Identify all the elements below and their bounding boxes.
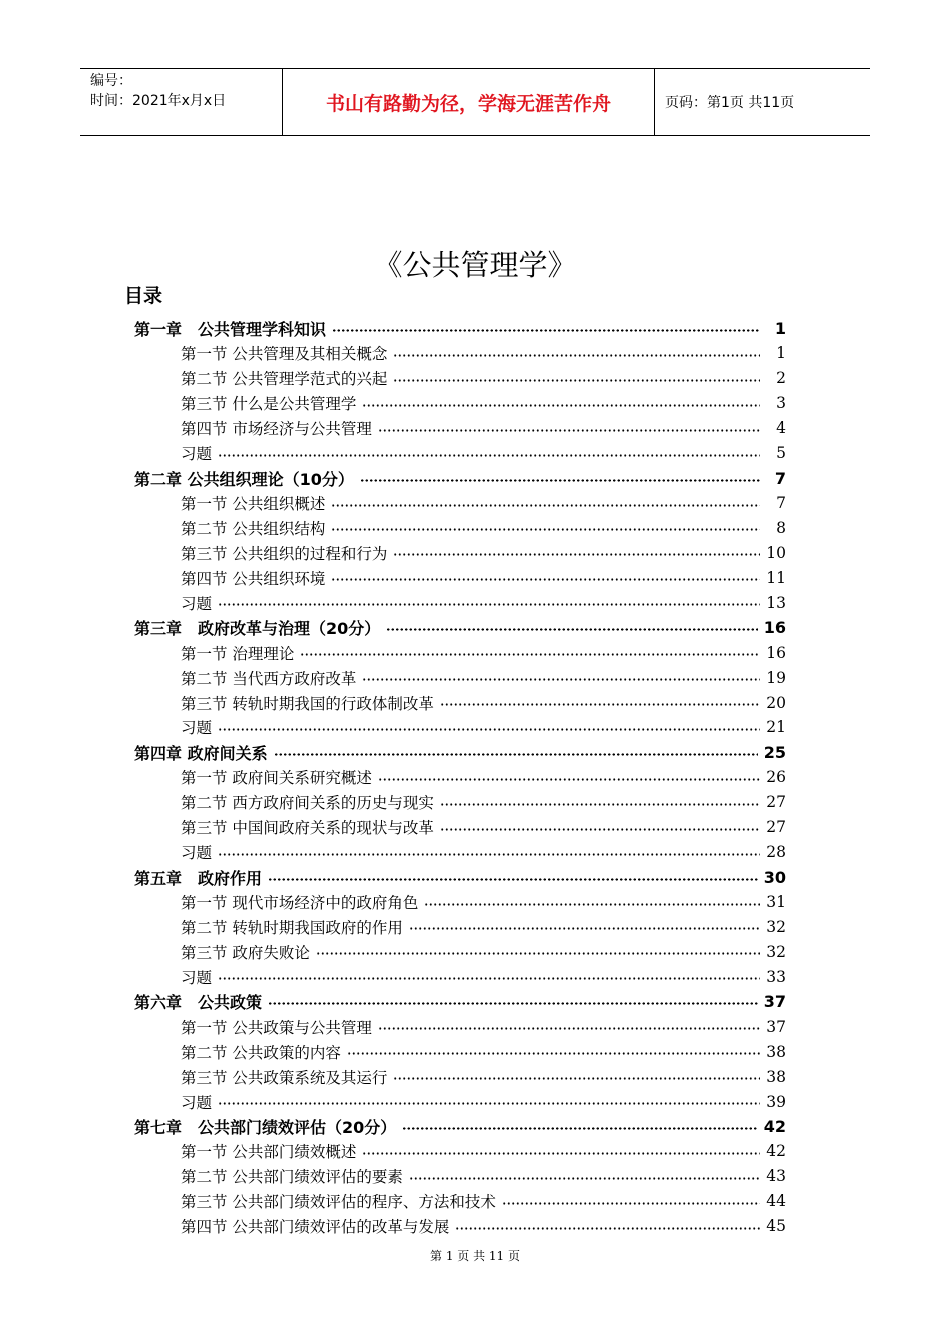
toc-entry-label: 第一节 治理理论: [181, 644, 295, 663]
toc-dot-leader: [502, 1202, 760, 1205]
toc-entry-label: 第四章 政府间关系: [134, 743, 268, 763]
toc-section-entry[interactable]: [134, 1039, 786, 1064]
toc-entry-label: 第二节 公共管理学范式的兴起: [181, 370, 388, 389]
toc-dot-leader: [409, 1177, 760, 1180]
toc-entry-page: 32: [766, 942, 786, 961]
toc-section-entry[interactable]: [134, 565, 786, 590]
toc-section-entry[interactable]: [134, 690, 786, 715]
toc-dot-leader: [378, 1027, 760, 1030]
toc-entry-label: 第七章 公共部门绩效评估（20分）: [134, 1117, 397, 1137]
toc-entry-label: 习题: [181, 844, 213, 863]
toc-section-entry[interactable]: [134, 366, 786, 391]
toc-entry-page: 21: [766, 718, 786, 737]
toc-chapter-entry[interactable]: [134, 615, 786, 640]
toc-entry-label: 习题: [181, 1093, 213, 1112]
toc-section-entry[interactable]: [134, 1014, 786, 1039]
toc-section-entry[interactable]: [134, 715, 786, 740]
toc-entry-label: 第四节 市场经济与公共管理: [181, 420, 372, 439]
toc-section-entry[interactable]: [134, 590, 786, 615]
toc-entry-label: 第三章 政府改革与治理（20分）: [134, 619, 381, 639]
toc-section-entry[interactable]: [134, 1064, 786, 1089]
toc-entry-page: 20: [766, 693, 786, 712]
toc-chapter-entry[interactable]: [134, 989, 786, 1014]
toc-section-entry[interactable]: [134, 964, 786, 989]
document-title: 《公共管理学》: [373, 248, 577, 283]
toc-section-entry[interactable]: [134, 840, 786, 865]
toc-dot-leader: [274, 753, 758, 756]
toc-entry-page: 44: [766, 1192, 786, 1211]
toc-entry-page: 7: [774, 468, 786, 488]
toc-entry-page: 16: [763, 618, 786, 638]
toc-entry-page: 26: [766, 768, 786, 787]
toc-dot-leader: [268, 878, 758, 881]
toc-entry-page: 38: [766, 1042, 786, 1061]
toc-entry-page: 10: [766, 543, 786, 562]
toc-entry-label: 第二节 公共组织结构: [181, 519, 326, 538]
toc-entry-label: 第二章 公共组织理论（10分）: [134, 469, 354, 489]
toc-dot-leader: [218, 454, 760, 457]
toc-entry-page: 8: [776, 518, 786, 537]
toc-entry-page: 13: [766, 593, 786, 612]
toc-entry-label: 第一节 现代市场经济中的政府角色: [181, 894, 419, 913]
toc-section-entry[interactable]: [134, 540, 786, 565]
toc-section-entry[interactable]: [134, 491, 786, 516]
toc-entry-label: 第三节 转轨时期我国的行政体制改革: [181, 694, 434, 713]
toc-entry-page: 7: [776, 494, 786, 513]
toc-section-entry[interactable]: [134, 640, 786, 665]
toc-entry-page: 27: [766, 818, 786, 837]
toc-dot-leader: [332, 329, 760, 332]
toc-heading: 目录: [124, 285, 163, 307]
page-footer: 第 1 页 共 11 页: [430, 1249, 520, 1263]
toc-entry-page: 1: [774, 318, 786, 338]
toc-section-entry[interactable]: [134, 1139, 786, 1164]
toc-dot-leader: [347, 1052, 760, 1055]
toc-section-entry[interactable]: [134, 939, 786, 964]
toc-entry-label: 第三节 政府失败论: [181, 943, 310, 962]
toc-section-entry[interactable]: [134, 1089, 786, 1114]
toc-entry-page: 45: [766, 1217, 786, 1236]
toc-dot-leader: [440, 803, 760, 806]
toc-entry-page: 31: [766, 893, 786, 912]
toc-entry-label: 第一节 公共政策与公共管理: [181, 1018, 372, 1037]
toc-chapter-entry[interactable]: [134, 865, 786, 890]
toc-dot-leader: [440, 703, 760, 706]
toc-entry-label: 第一章 公共管理学科知识: [134, 319, 327, 339]
toc-entry-label: 第二节 西方政府间关系的历史与现实: [181, 794, 434, 813]
toc-chapter-entry[interactable]: [134, 316, 786, 341]
toc-entry-page: 27: [766, 793, 786, 812]
toc-entry-page: 37: [763, 992, 786, 1012]
toc-section-entry[interactable]: [134, 341, 786, 366]
toc-entry-page: 1: [776, 344, 786, 363]
toc-entry-page: 38: [766, 1067, 786, 1086]
toc-entry-label: 习题: [181, 719, 213, 738]
toc-dot-leader: [331, 504, 760, 507]
toc-dot-leader: [331, 528, 760, 531]
toc-entry-label: 第一节 公共管理及其相关概念: [181, 345, 388, 364]
toc-entry-page: 42: [763, 1116, 786, 1136]
toc-entry-page: 28: [766, 843, 786, 862]
toc-entry-label: 第一节 政府间关系研究概述: [181, 769, 372, 788]
toc-entry-page: 16: [766, 643, 786, 662]
toc-section-entry[interactable]: [134, 516, 786, 541]
toc-dot-leader: [378, 429, 760, 432]
toc-entry-page: 33: [766, 967, 786, 986]
toc-entry-page: 11: [766, 568, 786, 587]
toc-dot-leader: [409, 927, 760, 930]
toc-dot-leader: [268, 1002, 758, 1005]
toc-section-entry[interactable]: [134, 1189, 786, 1214]
toc-entry-label: 第三节 什么是公共管理学: [181, 395, 357, 414]
toc-entry-label: 第二节 公共部门绩效评估的要素: [181, 1168, 403, 1187]
time-label: 时间：2021年x月x日: [90, 93, 227, 109]
document-header: [80, 68, 870, 136]
toc-section-entry[interactable]: [134, 915, 786, 940]
table-of-contents: [134, 316, 786, 1239]
toc-entry-label: 第三节 公共部门绩效评估的程序、方法和技术: [181, 1193, 496, 1212]
toc-entry-label: 第三节 公共组织的过程和行为: [181, 544, 388, 563]
toc-section-entry[interactable]: [134, 790, 786, 815]
toc-section-entry[interactable]: [134, 765, 786, 790]
toc-dot-leader: [378, 778, 760, 781]
toc-dot-leader: [362, 1152, 760, 1155]
header-motto: 书山有路勤为径，学海无涯苦作舟: [282, 69, 655, 135]
toc-entry-page: 39: [766, 1092, 786, 1111]
toc-dot-leader: [393, 1077, 760, 1080]
toc-entry-page: 30: [763, 867, 786, 887]
toc-dot-leader: [218, 853, 760, 856]
toc-dot-leader: [218, 977, 760, 980]
toc-chapter-entry[interactable]: [134, 466, 786, 491]
toc-dot-leader: [316, 952, 760, 955]
toc-dot-leader: [331, 578, 760, 581]
toc-entry-label: 第一节 公共组织概述: [181, 495, 326, 514]
toc-dot-leader: [402, 1127, 757, 1130]
toc-dot-leader: [393, 354, 760, 357]
toc-section-entry[interactable]: [134, 665, 786, 690]
toc-entry-label: 第二节 当代西方政府改革: [181, 669, 357, 688]
toc-dot-leader: [424, 903, 760, 906]
toc-entry-page: 4: [776, 419, 786, 438]
toc-dot-leader: [362, 404, 760, 407]
toc-dot-leader: [440, 828, 760, 831]
toc-entry-page: 3: [776, 394, 786, 413]
toc-dot-leader: [218, 603, 760, 606]
toc-chapter-entry[interactable]: [134, 740, 786, 765]
toc-entry-label: 第五章 政府作用: [134, 868, 263, 888]
toc-entry-label: 第六章 公共政策: [134, 993, 263, 1013]
toc-entry-label: 习题: [181, 445, 213, 464]
toc-dot-leader: [393, 553, 760, 556]
toc-dot-leader: [300, 653, 760, 656]
toc-entry-label: 第四节 公共组织环境: [181, 569, 326, 588]
toc-dot-leader: [393, 379, 760, 382]
toc-dot-leader: [386, 628, 757, 631]
toc-entry-label: 第一节 公共部门绩效概述: [181, 1143, 357, 1162]
toc-entry-label: 第二节 公共政策的内容: [181, 1043, 341, 1062]
header-page-info: 页码：第1页 共11页: [665, 95, 795, 111]
toc-section-entry[interactable]: [134, 416, 786, 441]
toc-entry-page: 43: [766, 1167, 786, 1186]
toc-entry-page: 32: [766, 917, 786, 936]
toc-section-entry[interactable]: [134, 441, 786, 466]
toc-dot-leader: [362, 678, 760, 681]
toc-section-entry[interactable]: [134, 1214, 786, 1239]
toc-dot-leader: [218, 728, 760, 731]
number-label: 编号：: [90, 73, 132, 89]
header-meta-cell: [80, 69, 282, 135]
toc-chapter-entry[interactable]: [134, 1114, 786, 1139]
toc-dot-leader: [218, 1102, 760, 1105]
toc-section-entry[interactable]: [134, 890, 786, 915]
toc-entry-label: 第四节 公共部门绩效评估的改革与发展: [181, 1218, 450, 1237]
toc-entry-label: 第三节 中国间政府关系的现状与改革: [181, 819, 434, 838]
toc-entry-page: 37: [766, 1017, 786, 1036]
toc-entry-page: 25: [763, 742, 786, 762]
toc-entry-page: 42: [766, 1142, 786, 1161]
toc-section-entry[interactable]: [134, 391, 786, 416]
toc-dot-leader: [360, 479, 760, 482]
toc-entry-label: 第二节 转轨时期我国政府的作用: [181, 918, 403, 937]
toc-entry-page: 2: [776, 369, 786, 388]
toc-section-entry[interactable]: [134, 1164, 786, 1189]
toc-entry-label: 习题: [181, 968, 213, 987]
toc-dot-leader: [455, 1227, 760, 1230]
toc-entry-page: 5: [776, 444, 786, 463]
toc-section-entry[interactable]: [134, 815, 786, 840]
toc-entry-label: 习题: [181, 594, 213, 613]
toc-entry-page: 19: [766, 668, 786, 687]
toc-entry-label: 第三节 公共政策系统及其运行: [181, 1068, 388, 1087]
